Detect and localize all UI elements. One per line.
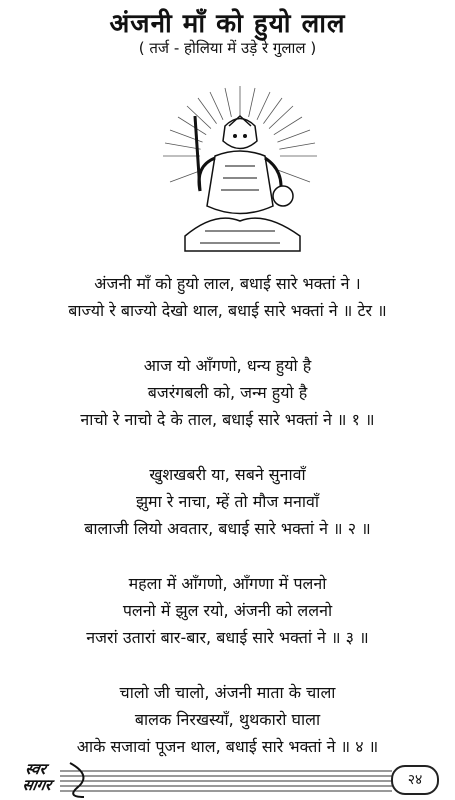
- stanza-4: [0, 679, 455, 760]
- lyric-line: नाचो रे नाचो दे के ताल, बधाई सारे भक्तां ने ॥ १ ॥: [80, 410, 375, 429]
- page-title: अंजनी माँ को हुयो लाल: [109, 9, 346, 39]
- tune-subtitle: ( तर्ज - होलिया में उड़े रे गुलाल ): [138, 39, 317, 57]
- lyric-line: बजरंगबली को, जन्म हुयो है: [147, 383, 308, 402]
- swar-sagar-logo: [6, 759, 86, 797]
- lyric-line: खुशखबरी या, सबने सुनावाँ: [149, 465, 306, 484]
- stanza-refrain: [0, 270, 455, 324]
- stanza-2: [0, 461, 455, 542]
- stanza-3: [0, 570, 455, 651]
- lyric-line: बालक निरखस्याँ, थुथकारो घाला: [134, 710, 321, 729]
- lyric-line: आके सजावां पूजन थाल, बधाई सारे भक्तां ने ॥ ४ ॥: [76, 737, 379, 756]
- lyric-line: नजरां उतारां बार-बार, बधाई सारे भक्तां ने ॥ ३ ॥: [86, 628, 369, 647]
- lyric-line: आज यो आँगणो, धन्य हुयो है: [143, 356, 312, 375]
- stanza-1: [0, 352, 455, 433]
- lyric-line: बालाजी लियो अवतार, बधाई सारे भक्तां ने ॥ २ ॥: [84, 519, 371, 538]
- logo-text-line2: सागर: [21, 776, 53, 794]
- lyrics-body: [0, 270, 455, 788]
- page-number: २४: [391, 765, 439, 795]
- page-footer: [0, 757, 455, 800]
- lyric-line: झुमा रे नाचा, म्हें तो मौज मनावाँ: [135, 492, 320, 511]
- lyric-line: महला में आँगणो, आँगणा में पलनो: [128, 574, 327, 593]
- lyric-line: अंजनी माँ को हुयो लाल, बधाई सारे भक्तां ने ।: [94, 274, 361, 293]
- lyric-line: चालो जी चालो, अंजनी माता के चाला: [119, 683, 336, 702]
- logo-text-line1: स्वर: [23, 760, 48, 778]
- hanuman-illustration: [155, 86, 325, 258]
- lyric-line: बाज्यो रे बाज्यो देखो थाल, बधाई सारे भक्तां ने ॥ टेर ॥: [68, 301, 387, 320]
- lyric-line: पलनो में झुल रयो, अंजनी को ललनो: [122, 601, 333, 620]
